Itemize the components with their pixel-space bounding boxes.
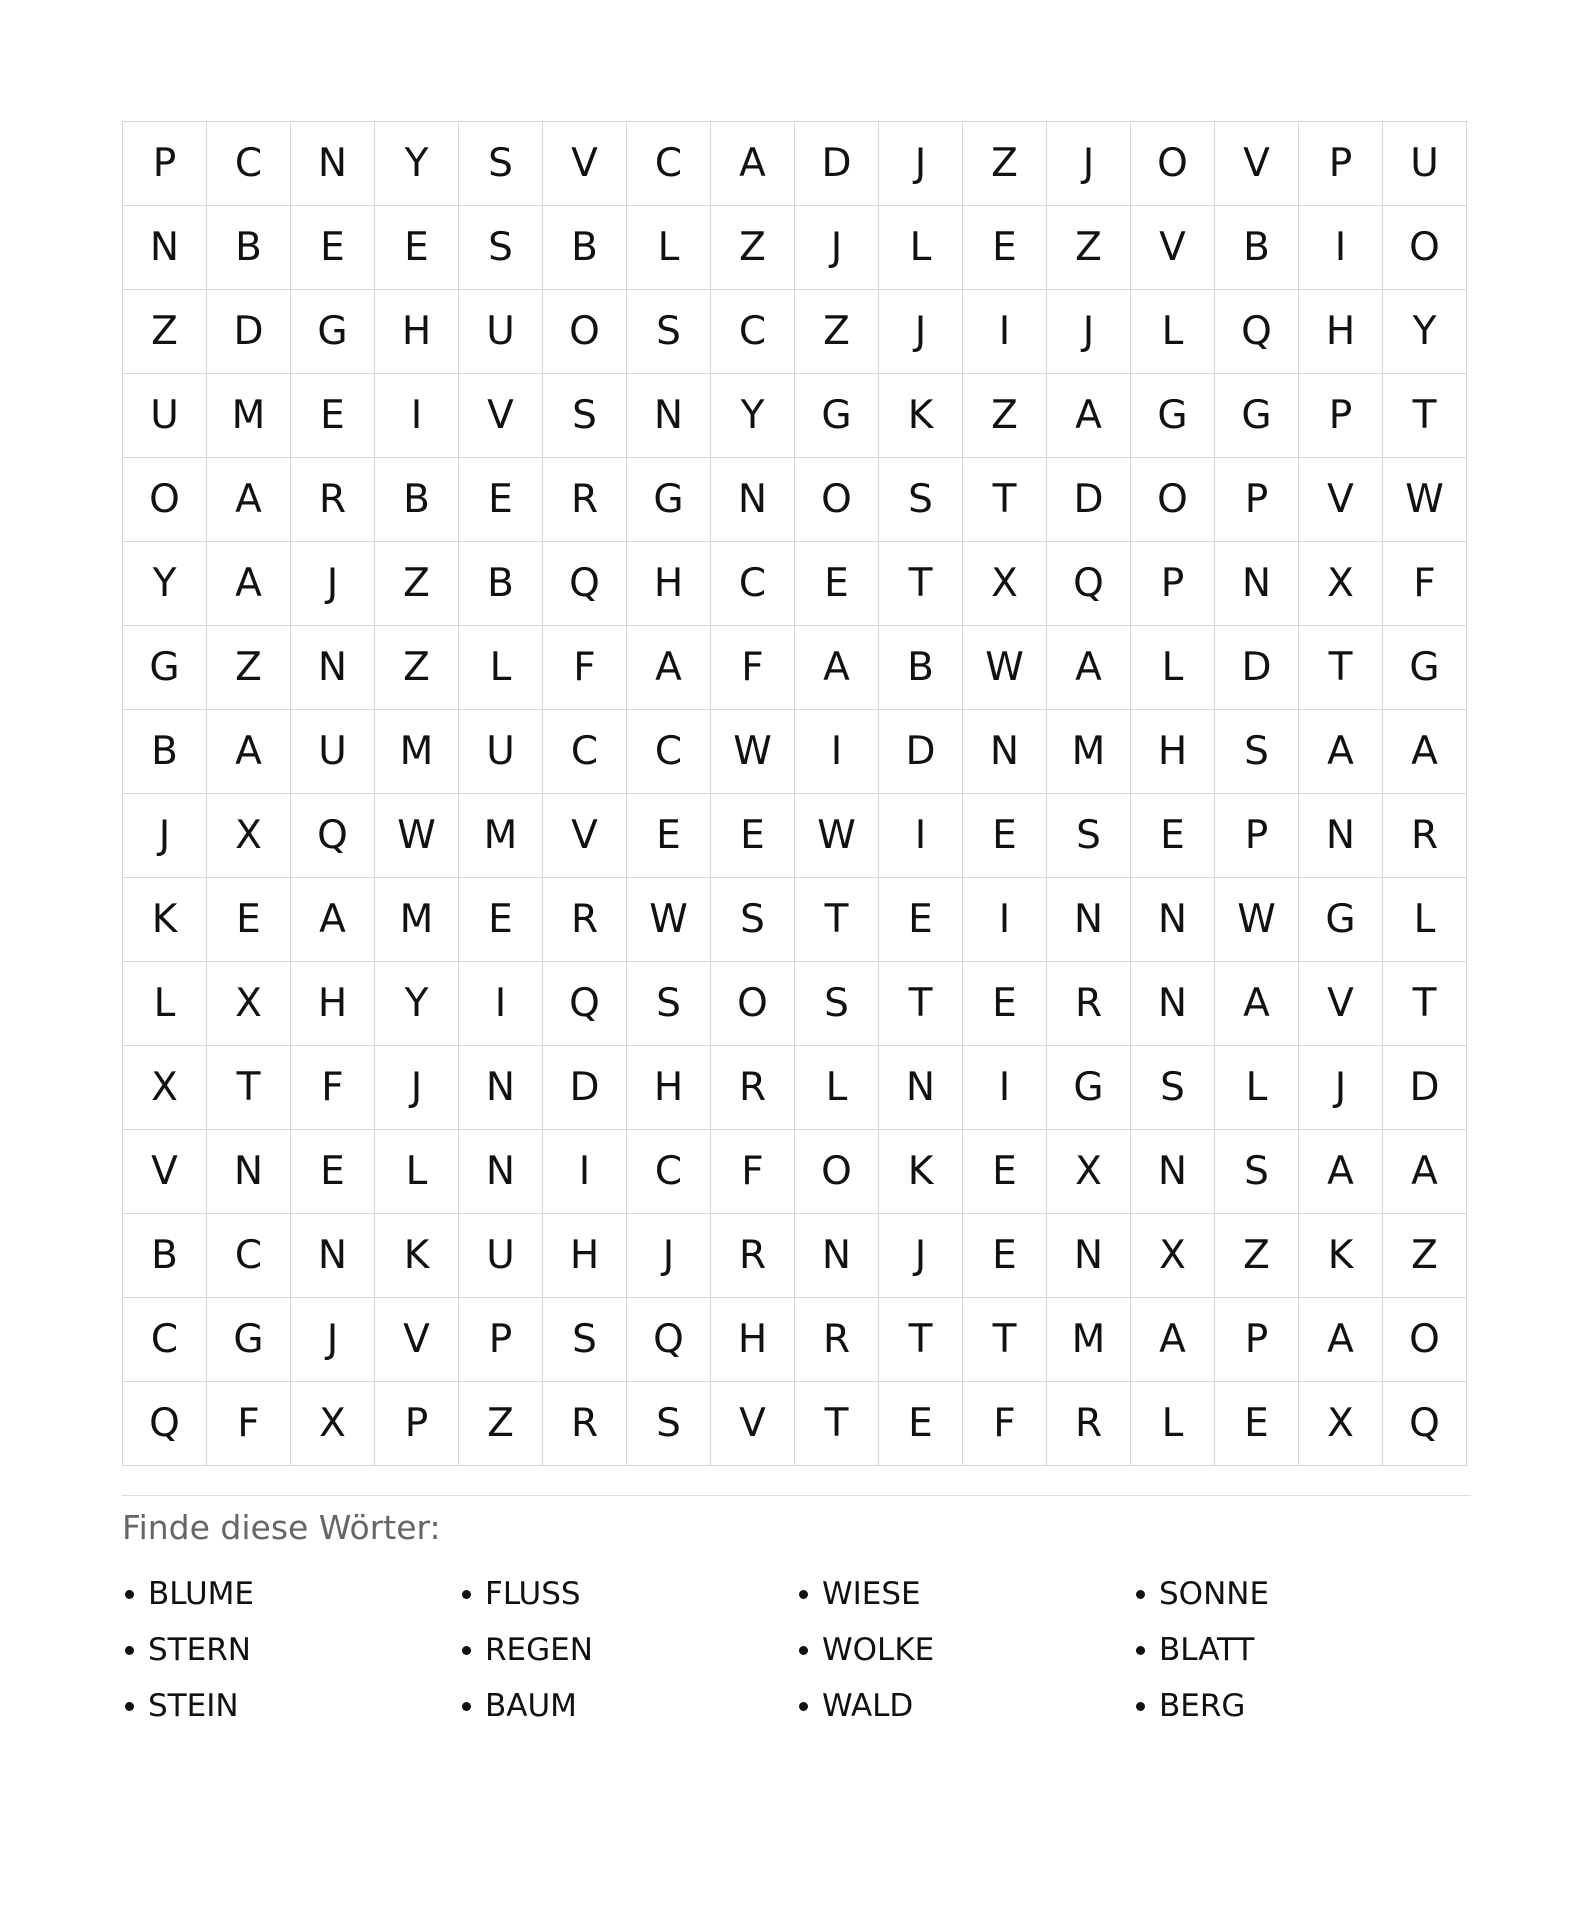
grid-cell[interactable]: B xyxy=(1215,206,1299,290)
grid-cell[interactable]: B xyxy=(543,206,627,290)
grid-cell[interactable]: P xyxy=(1215,794,1299,878)
grid-cell[interactable]: C xyxy=(207,122,291,206)
grid-cell[interactable]: N xyxy=(1047,878,1131,962)
grid-cell[interactable]: S xyxy=(543,1298,627,1382)
grid-cell[interactable]: T xyxy=(879,1298,963,1382)
grid-cell[interactable]: S xyxy=(627,290,711,374)
grid-cell[interactable]: T xyxy=(1383,374,1467,458)
grid-cell[interactable]: I xyxy=(375,374,459,458)
grid-cell[interactable]: P xyxy=(375,1382,459,1466)
bullet-icon xyxy=(125,1646,134,1655)
grid-cell[interactable]: R xyxy=(543,1382,627,1466)
grid-cell[interactable]: E xyxy=(963,794,1047,878)
grid-cell[interactable]: E xyxy=(207,878,291,962)
bullet-icon xyxy=(799,1646,808,1655)
grid-cell[interactable]: S xyxy=(1215,710,1299,794)
grid-cell[interactable]: G xyxy=(1131,374,1215,458)
grid-cell[interactable]: W xyxy=(795,794,879,878)
word-label: REGEN xyxy=(485,1632,593,1668)
grid-cell[interactable]: Z xyxy=(963,122,1047,206)
grid-cell[interactable]: L xyxy=(1383,878,1467,962)
grid-cell[interactable]: H xyxy=(1131,710,1215,794)
grid-cell[interactable]: N xyxy=(1131,1130,1215,1214)
grid-cell[interactable]: Z xyxy=(207,626,291,710)
grid-cell[interactable]: M xyxy=(375,710,459,794)
grid-cell[interactable]: G xyxy=(1047,1046,1131,1130)
grid-cell[interactable]: N xyxy=(963,710,1047,794)
grid-cell[interactable]: Z xyxy=(963,374,1047,458)
word-label: BLUME xyxy=(148,1576,255,1612)
grid-cell[interactable]: W xyxy=(963,626,1047,710)
grid-cell[interactable]: N xyxy=(1215,542,1299,626)
grid-cell[interactable]: J xyxy=(879,1214,963,1298)
word-list-item xyxy=(122,1678,459,1734)
grid-cell[interactable]: A xyxy=(1047,374,1131,458)
grid-cell[interactable]: N xyxy=(1131,878,1215,962)
grid-cell[interactable]: A xyxy=(1047,626,1131,710)
bullet-icon xyxy=(1136,1646,1145,1655)
grid-cell[interactable]: F xyxy=(711,1130,795,1214)
grid-cell[interactable]: Y xyxy=(375,962,459,1046)
grid-cell[interactable]: T xyxy=(963,1298,1047,1382)
grid-cell[interactable]: A xyxy=(207,542,291,626)
grid-cell[interactable]: D xyxy=(879,710,963,794)
grid-cell[interactable]: N xyxy=(459,1130,543,1214)
grid-cell[interactable]: U xyxy=(123,374,207,458)
grid-cell[interactable]: U xyxy=(459,1214,543,1298)
grid-cell[interactable]: L xyxy=(123,962,207,1046)
bullet-icon xyxy=(462,1702,471,1711)
word-label: STERN xyxy=(148,1632,251,1668)
grid-cell[interactable]: S xyxy=(1047,794,1131,878)
word-list-item xyxy=(1133,1678,1470,1734)
grid-cell[interactable]: A xyxy=(795,626,879,710)
grid-cell[interactable]: G xyxy=(1299,878,1383,962)
grid-cell[interactable]: M xyxy=(1047,1298,1131,1382)
grid-cell[interactable]: I xyxy=(459,962,543,1046)
grid-cell[interactable]: T xyxy=(795,878,879,962)
grid-cell[interactable]: B xyxy=(123,710,207,794)
grid-cell[interactable]: J xyxy=(879,122,963,206)
grid-cell[interactable]: C xyxy=(543,710,627,794)
grid-cell[interactable]: O xyxy=(1383,1298,1467,1382)
grid-cell[interactable]: J xyxy=(1299,1046,1383,1130)
grid-cell[interactable]: Y xyxy=(1383,290,1467,374)
grid-cell[interactable]: Z xyxy=(795,290,879,374)
grid-cell[interactable]: W xyxy=(711,710,795,794)
grid-cell[interactable]: A xyxy=(207,458,291,542)
grid-cell[interactable]: S xyxy=(543,374,627,458)
grid-cell[interactable]: V xyxy=(1299,962,1383,1046)
grid-cell[interactable]: P xyxy=(123,122,207,206)
grid-cell[interactable]: O xyxy=(795,458,879,542)
grid-cell[interactable]: E xyxy=(291,1130,375,1214)
grid-cell[interactable]: P xyxy=(1131,542,1215,626)
grid-cell[interactable]: Y xyxy=(375,122,459,206)
grid-cell[interactable]: V xyxy=(711,1382,795,1466)
grid-cell[interactable]: C xyxy=(627,122,711,206)
grid-cell[interactable]: E xyxy=(1215,1382,1299,1466)
bullet-icon xyxy=(125,1590,134,1599)
grid-cell[interactable]: N xyxy=(291,1214,375,1298)
grid-cell[interactable]: A xyxy=(1299,1130,1383,1214)
grid-cell[interactable]: D xyxy=(1047,458,1131,542)
grid-cell[interactable]: R xyxy=(1047,1382,1131,1466)
grid-cell[interactable]: G xyxy=(1383,626,1467,710)
bullet-icon xyxy=(462,1590,471,1599)
grid-cell[interactable]: X xyxy=(207,962,291,1046)
grid-cell[interactable]: W xyxy=(375,794,459,878)
grid-cell[interactable]: Q xyxy=(543,962,627,1046)
grid-cell[interactable]: I xyxy=(795,710,879,794)
word-label: STEIN xyxy=(148,1688,239,1724)
grid-cell[interactable]: R xyxy=(1047,962,1131,1046)
grid-cell[interactable]: I xyxy=(963,290,1047,374)
grid-cell[interactable]: J xyxy=(879,290,963,374)
bullet-icon xyxy=(1136,1590,1145,1599)
grid-cell[interactable]: L xyxy=(1131,290,1215,374)
grid-cell[interactable]: C xyxy=(627,1130,711,1214)
word-label: FLUSS xyxy=(485,1576,581,1612)
grid-cell[interactable]: K xyxy=(123,878,207,962)
word-list-heading: Finde diese Wörter: xyxy=(122,1508,441,1547)
grid-cell[interactable]: F xyxy=(1383,542,1467,626)
grid-cell[interactable]: G xyxy=(627,458,711,542)
grid-cell[interactable]: Z xyxy=(1047,206,1131,290)
grid-cell[interactable]: E xyxy=(375,206,459,290)
grid-cell[interactable]: E xyxy=(711,794,795,878)
grid-cell[interactable]: Q xyxy=(543,542,627,626)
grid-cell[interactable]: E xyxy=(795,542,879,626)
grid-cell[interactable]: E xyxy=(963,1214,1047,1298)
grid-cell[interactable]: J xyxy=(291,542,375,626)
grid-cell[interactable]: H xyxy=(375,290,459,374)
grid-cell[interactable]: N xyxy=(459,1046,543,1130)
grid-cell[interactable]: N xyxy=(879,1046,963,1130)
grid-cell[interactable]: V xyxy=(1215,122,1299,206)
grid-cell[interactable]: B xyxy=(879,626,963,710)
grid-cell[interactable]: X xyxy=(1131,1214,1215,1298)
grid-cell[interactable]: F xyxy=(291,1046,375,1130)
grid-cell[interactable]: A xyxy=(1383,1130,1467,1214)
grid-cell[interactable]: V xyxy=(459,374,543,458)
grid-cell[interactable]: D xyxy=(1215,626,1299,710)
grid-cell[interactable]: Z xyxy=(459,1382,543,1466)
grid-cell[interactable]: Z xyxy=(1383,1214,1467,1298)
grid-cell[interactable]: J xyxy=(1047,122,1131,206)
grid-cell[interactable]: W xyxy=(1383,458,1467,542)
grid-cell[interactable]: I xyxy=(1299,206,1383,290)
grid-cell[interactable]: L xyxy=(1131,626,1215,710)
grid-cell[interactable]: J xyxy=(795,206,879,290)
grid-cell[interactable]: O xyxy=(1383,206,1467,290)
grid-cell[interactable]: V xyxy=(1131,206,1215,290)
grid-cell[interactable]: L xyxy=(1215,1046,1299,1130)
grid-cell[interactable]: P xyxy=(1215,1298,1299,1382)
bullet-icon xyxy=(462,1646,471,1655)
grid-cell[interactable]: L xyxy=(879,206,963,290)
grid-cell[interactable]: N xyxy=(123,206,207,290)
grid-cell[interactable]: E xyxy=(963,1130,1047,1214)
bullet-icon xyxy=(1136,1702,1145,1711)
word-label: WOLKE xyxy=(822,1632,935,1668)
grid-cell[interactable]: S xyxy=(627,1382,711,1466)
grid-cell[interactable]: Z xyxy=(123,290,207,374)
word-label: WIESE xyxy=(822,1576,921,1612)
grid-cell[interactable]: R xyxy=(711,1046,795,1130)
grid-cell[interactable]: O xyxy=(123,458,207,542)
grid-cell[interactable]: X xyxy=(1299,1382,1383,1466)
grid-cell[interactable]: N xyxy=(1131,962,1215,1046)
grid-cell[interactable]: U xyxy=(459,290,543,374)
grid-cell[interactable]: S xyxy=(795,962,879,1046)
grid-cell[interactable]: N xyxy=(207,1130,291,1214)
grid-cell[interactable]: E xyxy=(459,458,543,542)
word-list-item xyxy=(1133,1622,1470,1678)
grid-cell[interactable]: P xyxy=(1299,122,1383,206)
grid-cell[interactable]: Z xyxy=(375,626,459,710)
grid-cell[interactable]: B xyxy=(459,542,543,626)
grid-cell[interactable]: Q xyxy=(291,794,375,878)
grid-cell[interactable]: N xyxy=(291,626,375,710)
grid-cell[interactable]: Q xyxy=(123,1382,207,1466)
grid-cell[interactable]: D xyxy=(543,1046,627,1130)
grid-cell[interactable]: F xyxy=(963,1382,1047,1466)
grid-cell[interactable]: A xyxy=(1299,1298,1383,1382)
grid-cell[interactable]: F xyxy=(543,626,627,710)
grid-cell[interactable]: S xyxy=(711,878,795,962)
grid-cell[interactable]: S xyxy=(1131,1046,1215,1130)
grid-cell[interactable]: S xyxy=(459,122,543,206)
grid-cell[interactable]: A xyxy=(1131,1298,1215,1382)
grid-cell[interactable]: F xyxy=(207,1382,291,1466)
grid-cell[interactable]: Q xyxy=(1215,290,1299,374)
grid-cell[interactable]: K xyxy=(879,374,963,458)
grid-cell[interactable]: Y xyxy=(123,542,207,626)
grid-cell[interactable]: V xyxy=(543,122,627,206)
grid-cell[interactable]: L xyxy=(375,1130,459,1214)
grid-cell[interactable]: A xyxy=(1383,710,1467,794)
grid-cell[interactable]: A xyxy=(291,878,375,962)
grid-cell[interactable]: E xyxy=(459,878,543,962)
grid-cell[interactable]: O xyxy=(711,962,795,1046)
grid-cell[interactable]: G xyxy=(123,626,207,710)
grid-cell[interactable]: M xyxy=(375,878,459,962)
grid-cell[interactable]: R xyxy=(711,1214,795,1298)
grid-cell[interactable]: M xyxy=(459,794,543,878)
grid-cell[interactable]: F xyxy=(711,626,795,710)
word-list-item xyxy=(122,1622,459,1678)
grid-cell[interactable]: X xyxy=(1047,1130,1131,1214)
grid-cell[interactable]: B xyxy=(207,206,291,290)
word-label: SONNE xyxy=(1159,1576,1270,1612)
word-list-item xyxy=(459,1622,796,1678)
grid-cell[interactable]: S xyxy=(627,962,711,1046)
grid-cell[interactable]: E xyxy=(879,878,963,962)
grid-cell[interactable]: T xyxy=(963,458,1047,542)
bullet-icon xyxy=(125,1702,134,1711)
grid-cell[interactable]: Y xyxy=(711,374,795,458)
grid-cell[interactable]: E xyxy=(627,794,711,878)
grid-cell[interactable]: N xyxy=(1047,1214,1131,1298)
bullet-icon xyxy=(799,1702,808,1711)
word-list-item xyxy=(122,1566,459,1622)
word-list-item xyxy=(796,1566,1133,1622)
grid-cell[interactable]: X xyxy=(963,542,1047,626)
grid-cell[interactable]: E xyxy=(291,374,375,458)
grid-cell[interactable]: I xyxy=(963,1046,1047,1130)
grid-cell[interactable]: Z xyxy=(1215,1214,1299,1298)
grid-cell[interactable]: O xyxy=(1131,458,1215,542)
grid-cell[interactable]: W xyxy=(627,878,711,962)
grid-cell[interactable]: R xyxy=(543,458,627,542)
word-label: BERG xyxy=(1159,1688,1246,1724)
grid-cell[interactable]: T xyxy=(1383,962,1467,1046)
grid-cell[interactable]: D xyxy=(207,290,291,374)
grid-cell[interactable]: Q xyxy=(1047,542,1131,626)
word-list-item xyxy=(796,1678,1133,1734)
word-label: BAUM xyxy=(485,1688,577,1724)
grid-cell[interactable]: H xyxy=(711,1298,795,1382)
grid-cell[interactable]: S xyxy=(879,458,963,542)
grid-cell[interactable]: Z xyxy=(711,206,795,290)
grid-cell[interactable]: I xyxy=(879,794,963,878)
grid-cell[interactable]: H xyxy=(543,1214,627,1298)
grid-cell[interactable]: M xyxy=(207,374,291,458)
grid-cell[interactable]: L xyxy=(795,1046,879,1130)
grid-cell[interactable]: N xyxy=(291,122,375,206)
grid-cell[interactable]: L xyxy=(1131,1382,1215,1466)
grid-cell[interactable]: O xyxy=(795,1130,879,1214)
grid-cell[interactable]: R xyxy=(795,1298,879,1382)
grid-cell[interactable]: Z xyxy=(375,542,459,626)
grid-cell[interactable]: E xyxy=(963,206,1047,290)
grid-cell[interactable]: H xyxy=(627,1046,711,1130)
grid-cell[interactable]: J xyxy=(627,1214,711,1298)
divider xyxy=(122,1495,1471,1496)
grid-cell[interactable]: L xyxy=(627,206,711,290)
grid-cell[interactable]: C xyxy=(207,1214,291,1298)
grid-cell[interactable]: P xyxy=(1299,374,1383,458)
grid-cell[interactable]: I xyxy=(963,878,1047,962)
grid-cell[interactable]: X xyxy=(123,1046,207,1130)
word-label: BLATT xyxy=(1159,1632,1255,1668)
word-search-puzzle xyxy=(122,121,1471,1734)
grid-cell[interactable]: T xyxy=(795,1382,879,1466)
grid-cell[interactable]: A xyxy=(1299,710,1383,794)
grid-cell[interactable]: J xyxy=(123,794,207,878)
grid-cell[interactable]: J xyxy=(375,1046,459,1130)
grid-cell[interactable]: S xyxy=(1215,1130,1299,1214)
grid-cell[interactable]: A xyxy=(1215,962,1299,1046)
grid-cell[interactable]: C xyxy=(711,542,795,626)
grid-cell[interactable]: O xyxy=(543,290,627,374)
grid-cell[interactable]: C xyxy=(627,710,711,794)
word-list-item xyxy=(796,1622,1133,1678)
grid-cell[interactable]: H xyxy=(627,542,711,626)
grid-cell[interactable]: R xyxy=(291,458,375,542)
grid-cell[interactable]: A xyxy=(627,626,711,710)
grid-cell[interactable]: L xyxy=(459,626,543,710)
grid-cell[interactable]: T xyxy=(879,542,963,626)
grid-cell[interactable]: J xyxy=(1047,290,1131,374)
grid-cell[interactable]: N xyxy=(711,458,795,542)
grid-cell[interactable]: G xyxy=(207,1298,291,1382)
grid-cell[interactable]: C xyxy=(711,290,795,374)
grid-cell[interactable]: G xyxy=(291,290,375,374)
grid-cell[interactable]: H xyxy=(1299,290,1383,374)
grid-cell[interactable]: U xyxy=(459,710,543,794)
grid-cell[interactable]: V xyxy=(375,1298,459,1382)
grid-cell[interactable]: K xyxy=(879,1130,963,1214)
grid-cell[interactable]: E xyxy=(879,1382,963,1466)
grid-cell[interactable]: K xyxy=(1299,1214,1383,1298)
grid-cell[interactable]: V xyxy=(543,794,627,878)
grid-cell[interactable]: H xyxy=(291,962,375,1046)
grid-cell[interactable]: N xyxy=(795,1214,879,1298)
grid-cell[interactable]: O xyxy=(1131,122,1215,206)
grid-cell[interactable]: W xyxy=(1215,878,1299,962)
grid-cell[interactable]: V xyxy=(1299,458,1383,542)
grid-cell[interactable]: T xyxy=(1299,626,1383,710)
word-list xyxy=(122,1566,1471,1734)
grid-cell[interactable]: N xyxy=(1299,794,1383,878)
grid-cell[interactable]: I xyxy=(543,1130,627,1214)
grid-cell[interactable]: R xyxy=(543,878,627,962)
word-label: WALD xyxy=(822,1688,914,1724)
grid-cell[interactable]: E xyxy=(1131,794,1215,878)
grid-cell[interactable]: E xyxy=(963,962,1047,1046)
grid-cell[interactable]: J xyxy=(291,1298,375,1382)
grid-cell[interactable]: M xyxy=(1047,710,1131,794)
grid-cell[interactable]: V xyxy=(123,1130,207,1214)
grid-cell[interactable]: D xyxy=(795,122,879,206)
grid-cell[interactable]: B xyxy=(123,1214,207,1298)
grid-cell[interactable]: X xyxy=(207,794,291,878)
grid-cell[interactable]: X xyxy=(291,1382,375,1466)
word-list-item xyxy=(1133,1566,1470,1622)
word-list-item xyxy=(459,1678,796,1734)
grid-cell[interactable]: T xyxy=(879,962,963,1046)
grid-cell[interactable]: R xyxy=(1383,794,1467,878)
grid-cell[interactable]: B xyxy=(375,458,459,542)
grid-cell[interactable]: P xyxy=(1215,458,1299,542)
grid-cell[interactable]: Q xyxy=(627,1298,711,1382)
grid-cell[interactable]: C xyxy=(123,1298,207,1382)
bullet-icon xyxy=(799,1590,808,1599)
grid-cell[interactable]: T xyxy=(207,1046,291,1130)
grid-cell[interactable]: D xyxy=(1383,1046,1467,1130)
grid-cell[interactable]: P xyxy=(459,1298,543,1382)
grid-cell[interactable]: U xyxy=(291,710,375,794)
grid-cell[interactable]: A xyxy=(711,122,795,206)
grid-cell[interactable]: G xyxy=(1215,374,1299,458)
grid-cell[interactable]: Q xyxy=(1383,1382,1467,1466)
grid-cell[interactable]: A xyxy=(207,710,291,794)
grid-cell[interactable]: E xyxy=(291,206,375,290)
grid-cell[interactable]: S xyxy=(459,206,543,290)
letter-grid xyxy=(122,121,1468,1466)
grid-cell[interactable]: K xyxy=(375,1214,459,1298)
grid-cell[interactable]: U xyxy=(1383,122,1467,206)
grid-cell[interactable]: G xyxy=(795,374,879,458)
grid-cell[interactable]: N xyxy=(627,374,711,458)
word-list-item xyxy=(459,1566,796,1622)
grid-cell[interactable]: X xyxy=(1299,542,1383,626)
